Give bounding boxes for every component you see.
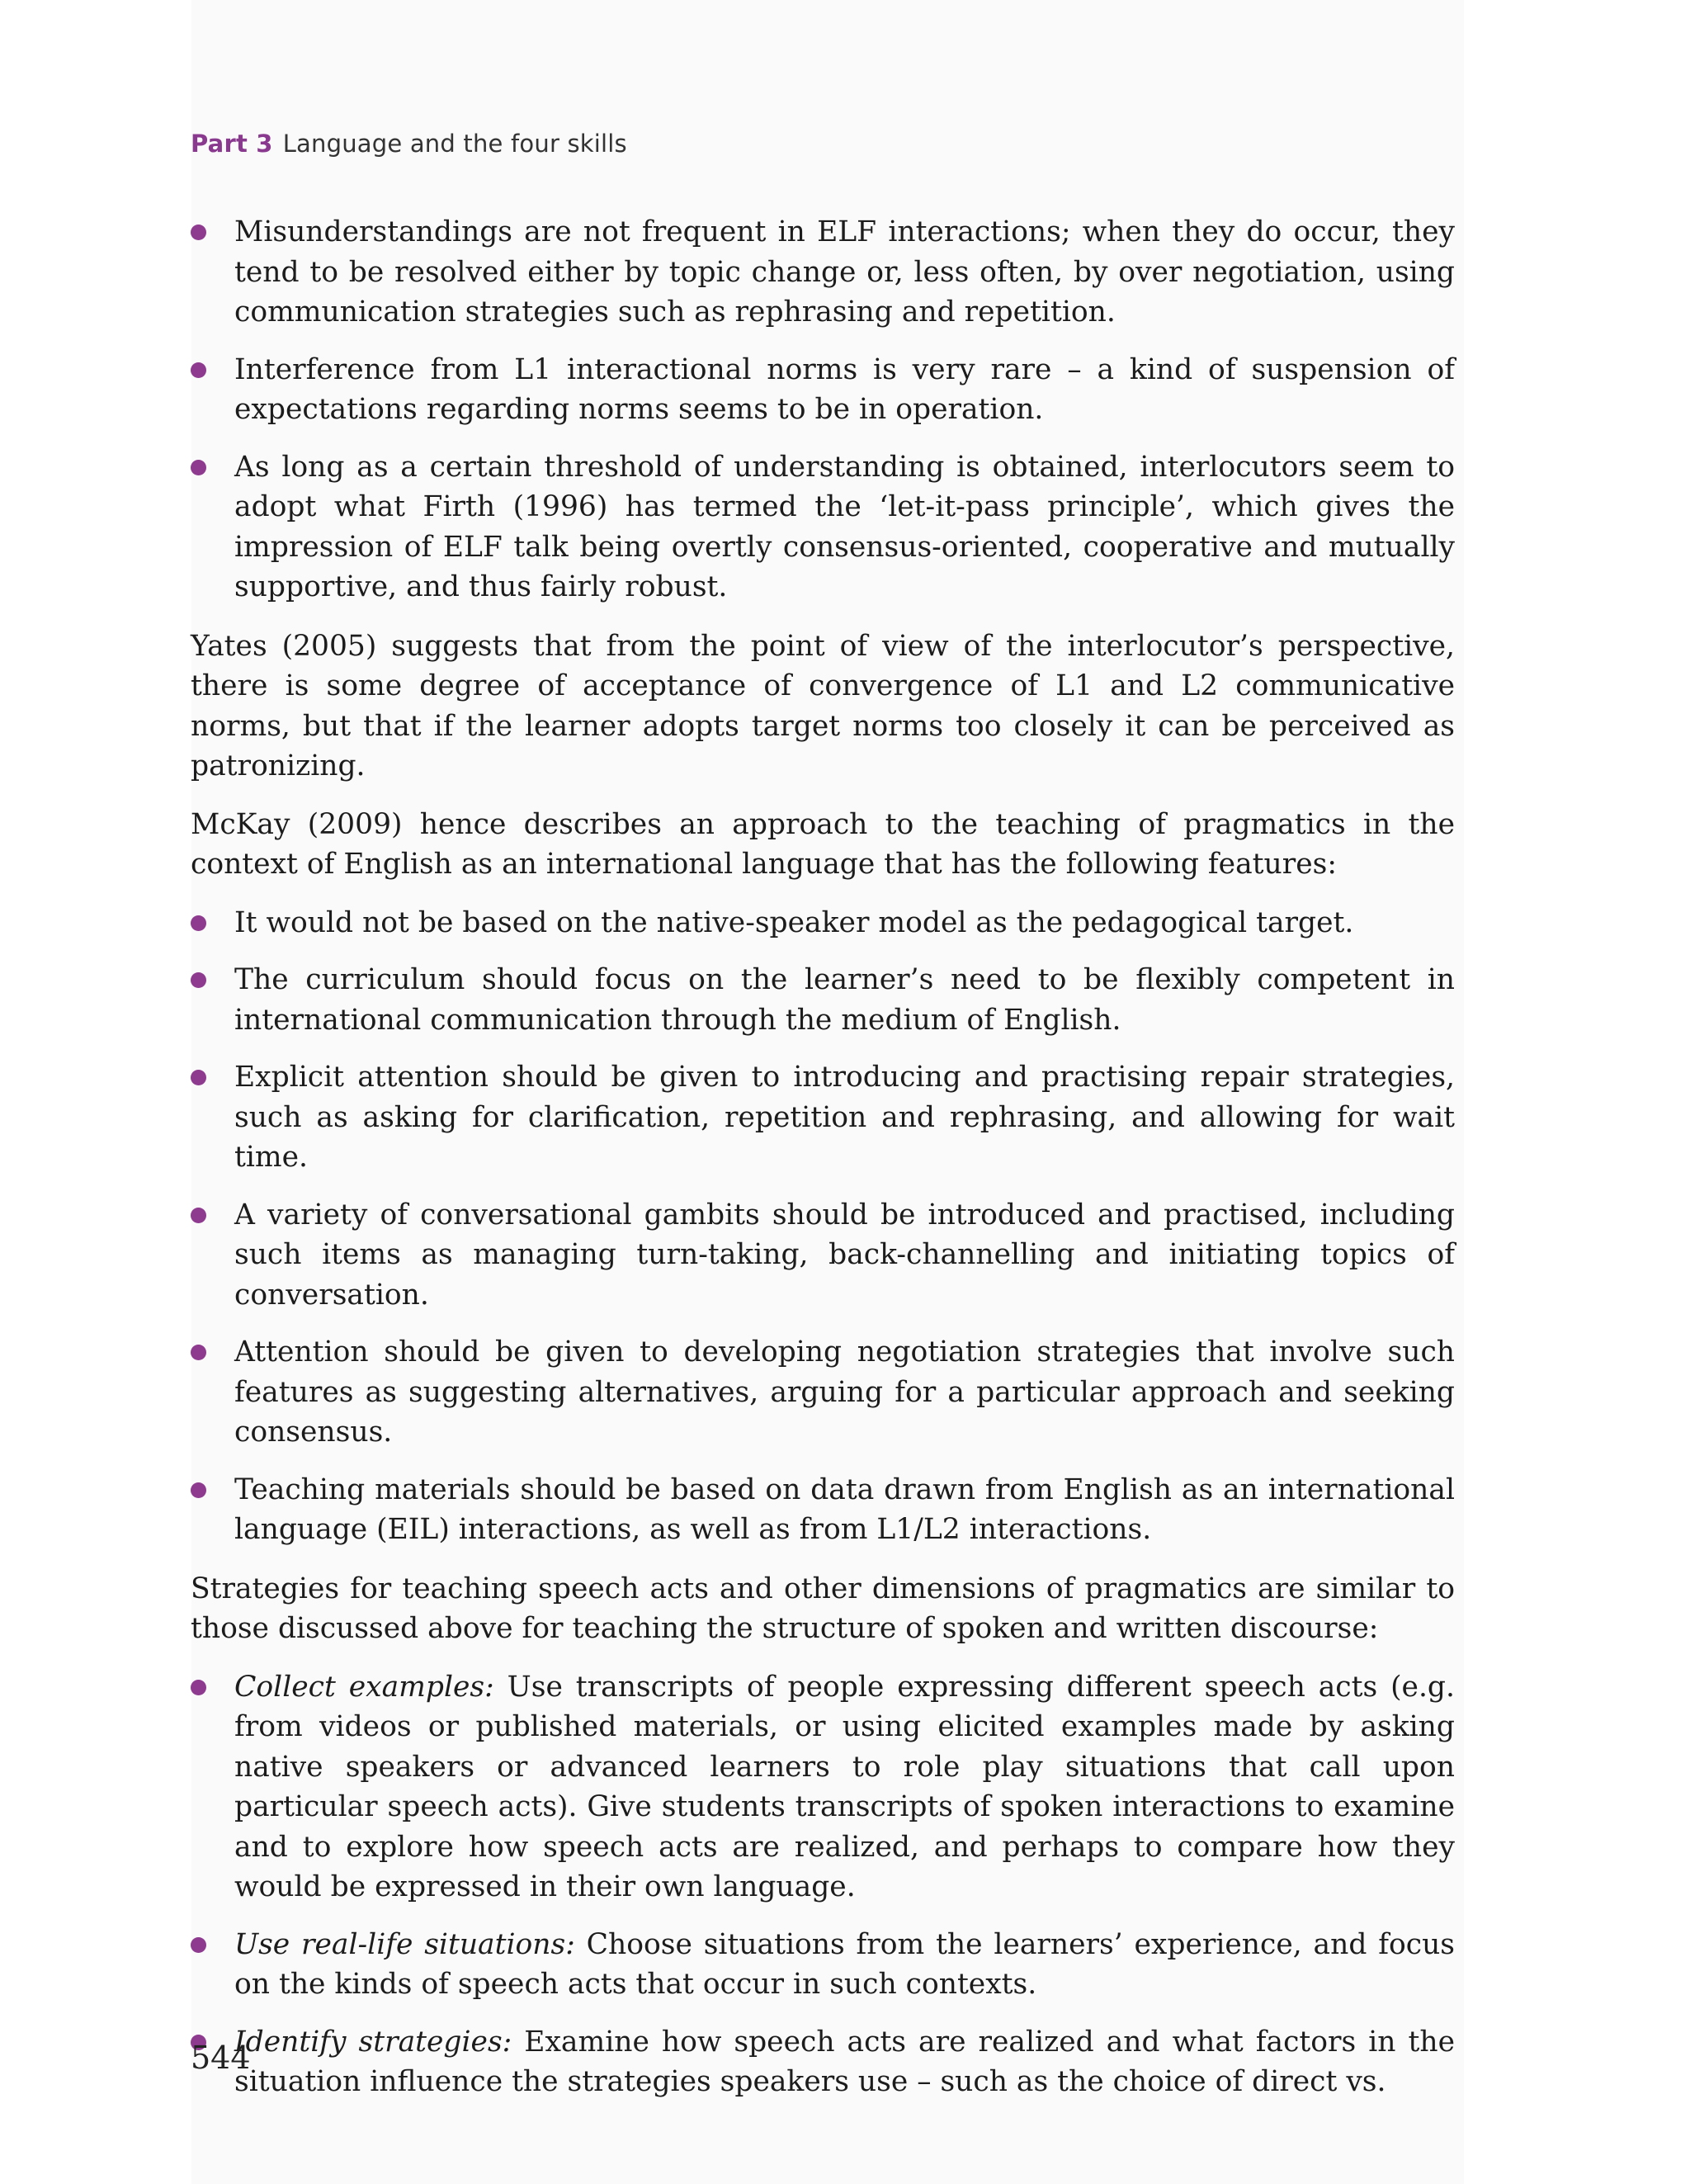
list-item-text: Examine how speech acts are realized and what factors in the situation influence the strategies speakers use – such as the choice of direct vs. <box>234 2025 1455 2098</box>
list-item <box>191 960 1455 1040</box>
page-body <box>191 212 1455 2121</box>
list-item-term: Use real-life situations: <box>234 1927 575 1961</box>
bullet-icon <box>191 362 206 378</box>
list-item-text: As long as a certain threshold of understanding is obtained, interlocutors seem to adopt what Firth (1996) has termed the ‘let-it-pass principle’, which gives the impression of ELF talk being overtly consensus-oriented, cooperative and mutually supportive, and thus fairly robust. <box>234 450 1455 603</box>
bullet-list-features <box>191 903 1455 1550</box>
list-item-term: Collect examples: <box>234 1670 494 1704</box>
bullet-icon <box>191 1345 206 1360</box>
list-item-text: Choose situations from the learners’ experience, and focus on the kinds of speech acts that occur in such contexts. <box>234 1927 1455 2001</box>
bullet-icon <box>191 1070 206 1085</box>
bullet-icon <box>191 1937 206 1953</box>
list-item-term: Identify strategies: <box>234 2025 512 2059</box>
list-item <box>191 212 1455 333</box>
paragraph-yates: Yates (2005) suggests that from the point of view of the interlocutor’s perspective, there is some degree of acceptance of convergence of L1 and L2 communicative norms, but that if the learner adopts target norms too closely it can be perceived as patronizing. <box>191 629 1455 782</box>
paragraph-strategies: Strategies for teaching speech acts and other dimensions of pragmatics are similar to those discussed above for teaching the structure of spoken and written discourse: <box>191 1572 1455 1645</box>
part-label: Part 3 <box>191 130 273 158</box>
bullet-icon <box>191 1208 206 1223</box>
list-item <box>191 447 1455 607</box>
list-item <box>191 1195 1455 1316</box>
list-item-text: Attention should be given to developing negotiation strategies that involve such features as suggesting alternatives, arguing for a particular approach and seeking consensus. <box>234 1335 1455 1449</box>
list-item-text: Explicit attention should be given to introducing and practising repair strategies, such as asking for clarification, repetition and rephrasing, and allowing for wait time. <box>234 1061 1455 1174</box>
list-item-text: It would not be based on the native-speaker model as the pedagogical target. <box>234 905 1354 939</box>
list-item <box>191 1667 1455 1907</box>
paragraph-mckay: McKay (2009) hence describes an approach to the teaching of pragmatics in the context of English as an international language that has the following features: <box>191 807 1455 881</box>
bullet-icon <box>191 1680 206 1695</box>
bullet-icon <box>191 225 206 240</box>
bullet-icon <box>191 460 206 475</box>
list-item <box>191 1470 1455 1550</box>
list-item <box>191 1057 1455 1178</box>
list-item-text: A variety of conversational gambits should be introduced and practised, including such items as managing turn-taking, back-channelling and initiating topics of conversation. <box>234 1198 1455 1312</box>
bullet-icon <box>191 1482 206 1498</box>
list-item <box>191 903 1455 943</box>
bullet-list-elf <box>191 212 1455 607</box>
bullet-icon <box>191 972 206 988</box>
chapter-title: Language and the four skills <box>282 130 627 158</box>
bullet-icon <box>191 915 206 931</box>
list-item-text: Misunderstandings are not frequent in ELF interactions; when they do occur, they tend to be resolved either by topic change or, less often, by over negotiation, using communication strategies such as rephrasing and repetition. <box>234 215 1455 329</box>
list-item-text: Interference from L1 interactional norms is very rare – a kind of suspension of expectations regarding norms seems to be in operation. <box>234 352 1455 426</box>
list-item <box>191 350 1455 430</box>
list-item-text: The curriculum should focus on the learner’s need to be flexibly competent in international communication through the medium of English. <box>234 963 1455 1037</box>
page-number: 544 <box>191 2040 251 2076</box>
bullet-list-strategies <box>191 1667 1455 2102</box>
list-item-text: Use transcripts of people expressing different speech acts (e.g. from videos or published materials, or using elicited examples made by asking native speakers or advanced learners to role play situations that call upon particular speech acts). Give students transcripts of spoken interactions to examine and to explore how speech acts are realized, and perhaps to compare how they would be expressed in their own language. <box>234 1670 1455 1903</box>
list-item <box>191 1925 1455 2005</box>
list-item <box>191 2022 1455 2102</box>
list-item-text: Teaching materials should be based on data drawn from English as an international language (EIL) interactions, as well as from L1/L2 interactions. <box>234 1473 1455 1546</box>
running-head <box>191 129 627 158</box>
list-item <box>191 1332 1455 1453</box>
